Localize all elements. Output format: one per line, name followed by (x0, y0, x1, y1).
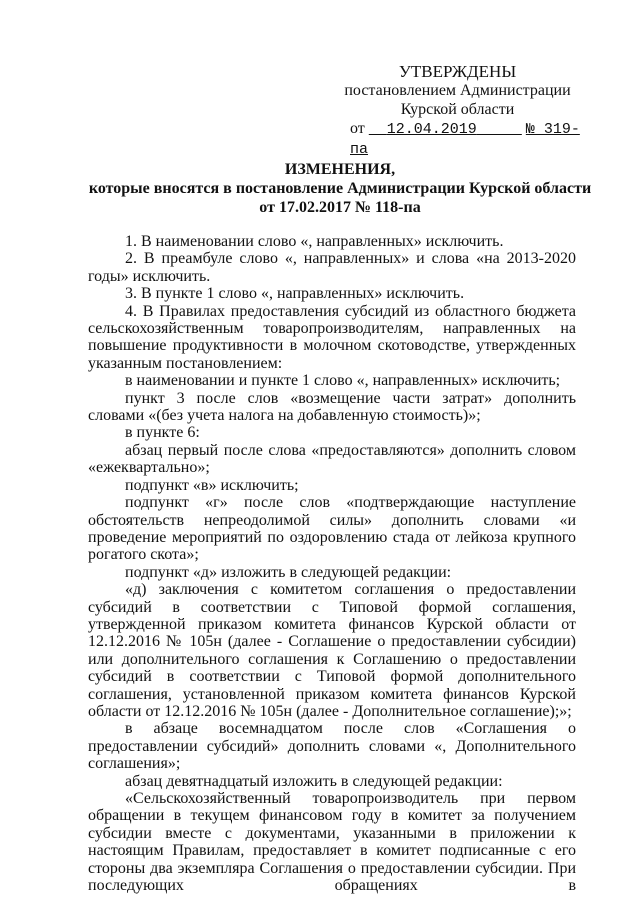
paragraph: «д) заключения с комитетом соглашения о предоставлении субсидий в соответствии с Типовой формой соглашения, утвержденной приказом комитета финансов Курской области от 12.12.2016 № 105н (далее - Соглашение о предоставлении субсидии) или дополнительного соглашения к Соглашению о предоставлении субсидий в соответствии с Типовой формой дополнительного соглашения, установленной приказом комитета финансов Курской области от 12.12.2016 № 105н (далее - Дополнительное соглашение);»; (88, 581, 576, 720)
changes-heading: ИЗМЕНЕНИЯ, (284, 161, 396, 178)
approval-block (330, 62, 585, 159)
approval-number: № 319-па (350, 121, 580, 158)
paragraph: абзац девятнадцатый изложить в следующей редакции: (125, 772, 503, 790)
approved-line2: Курской области (400, 101, 515, 118)
paragraph: пункт 3 после слов «возмещение части затрат» дополнить словами «(без учета налога на добавленную стоимость)»; (88, 389, 576, 425)
approval-date: 12.04.2019 (386, 121, 477, 138)
paragraph: подпункт «г» после слов «подтверждающие наступление обстоятельств непреодолимой силы» дополнить словами «и проведение мероприятий по оздоровлению стада от лейкоза крупного рогатого скота»; (88, 494, 576, 564)
paragraph: 2. В преамбуле слово «, направленных» и слова «на 2013-2020 годы» исключить. (88, 250, 576, 285)
paragraph: «Сельскохозяйственный товаропроизводитель при первом обращении в текущем финансовом году в комитет за получением субсидии вместе с документами, указанными в приложении к настоящим Правилам, предоставляет в комитет подписанные с его стороны два экземпляра Соглашения о предоставлении субсидии. При последующих обращениях в (88, 790, 576, 895)
from-label: от (350, 120, 365, 137)
approval-date-number (330, 119, 585, 159)
changes-subtitle-1: которые вносятся в постановление Администрации Курской области (88, 180, 592, 197)
paragraph: подпункт «д» изложить в следующей редакции: (125, 563, 452, 581)
paragraph: в абзаце восемнадцатом после слов «Соглашения о предоставлении субсидий» дополнить словами «, Дополнительного соглашения»; (88, 720, 576, 773)
approved-line1: постановлением Администрации (344, 82, 571, 99)
paragraph: 1. В наименовании слово «, направленных» исключить. (125, 233, 504, 250)
paragraph: 3. В пункте 1 слово «, направленных» исключить. (125, 285, 465, 303)
paragraph: подпункт «в» исключить; (125, 476, 299, 494)
changes-subtitle-2: от 17.02.2017 № 118-па (259, 199, 421, 216)
approved-heading: УТВЕРЖДЕНЫ (398, 62, 517, 81)
paragraph: в наименовании и пункте 1 слово «, направленных» исключить; (125, 372, 561, 390)
paragraph: абзац первый после слова «предоставляются» дополнить словом «ежеквартально»; (88, 441, 576, 477)
paragraph: 4. В Правилах предоставления субсидий из областного бюджета сельскохозяйственным товаропроизводителям, направленных на повышение продуктивности в молочном скотоводстве, утвержденных указанным постановлением: (88, 302, 576, 372)
document-body (88, 233, 576, 894)
paragraph: в пункте 6: (125, 424, 200, 442)
